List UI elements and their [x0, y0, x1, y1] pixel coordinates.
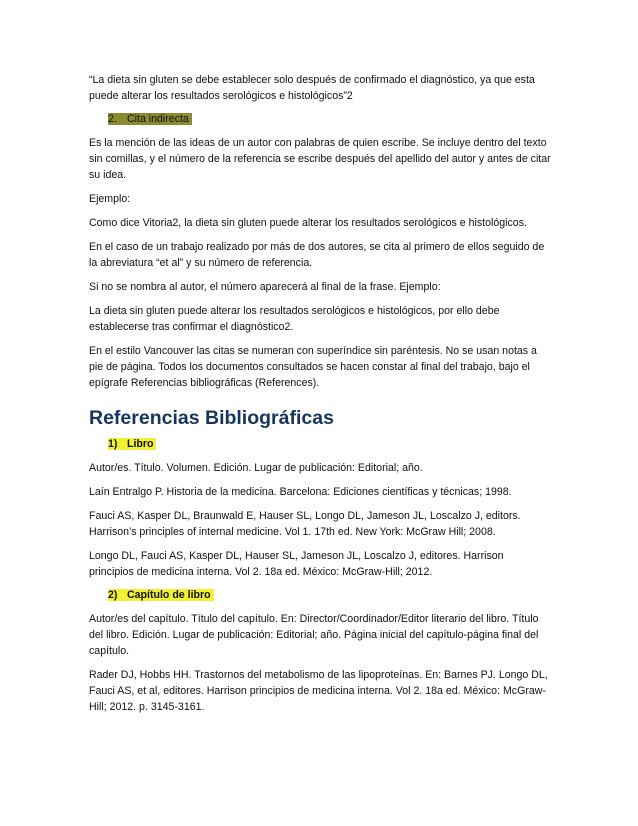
paragraph-et-al: En el caso de un trabajo realizado por más de dos autores, se cita al primero de ellos seguido de la abreviatura “et al” y su número de referencia.: [89, 241, 545, 269]
libro-item: Laín Entralgo P. Historia de la medicina. Barcelona: Ediciones científicas y técnicas; 1998.: [89, 486, 512, 498]
section-cita-indirecta: [108, 112, 551, 126]
quote-paragraph: “La dieta sin gluten se debe establecer solo después de confirmado el diagnóstico, ya que esta puede alterar los resultados serológicos e histológicos”2: [89, 74, 535, 102]
section-libro: [108, 437, 551, 451]
paragraph-ejemplo-label: Ejemplo:: [89, 193, 131, 205]
capitulo-highlight: [108, 589, 214, 601]
section-capitulo: [108, 588, 551, 602]
document-page: [89, 72, 551, 723]
libro-title: Libro: [127, 438, 154, 450]
libro-highlight: [108, 438, 156, 450]
cita-indirecta-highlight: [108, 113, 192, 125]
capitulo-item: Autor/es del capítulo. Título del capítulo. En: Director/Coordinador/Editor literario del libro. Título del libro. Edición. Lugar de publicación: Editorial; año. Página inicial del capítulo-página final del capítulo.: [89, 613, 539, 657]
paragraph-example-vitoria: Como dice Vitoria2, la dieta sin gluten puede alterar los resultados serológicos e histológicos.: [89, 217, 527, 229]
libro-number: 1): [108, 438, 118, 450]
paragraph-example-no-author: La dieta sin gluten puede alterar los resultados serológicos e histológicos, por ello debe establecerse tras confirmar el diagnóstico2.: [89, 305, 500, 333]
paragraph-definition: Es la mención de las ideas de un autor con palabras de quien escribe. Se incluye dentro del texto sin comillas, y el número de la referencia se escribe después del apellido del autor y antes de citar su idea.: [89, 137, 551, 181]
capitulo-title: Capítulo de libro: [127, 589, 211, 601]
libro-item: Longo DL, Fauci AS, Kasper DL, Hauser SL, Jameson JL, Loscalzo J, editores. Harrison principios de medicina interna. Vol 2. 18a ed. México: McGraw-Hill; 2012.: [89, 550, 504, 578]
capitulo-number: 2): [108, 589, 118, 601]
section-title: Cita indirecta: [127, 113, 189, 125]
libro-item: Fauci AS, Kasper DL, Braunwald E, Hauser SL, Longo DL, Jameson JL, Loscalzo J, editors. Harrison’s principles of internal medicine. Vol 1. 17th ed. New York: McGraw Hill; 2008.: [89, 510, 521, 538]
capitulo-item: Rader DJ, Hobbs HH. Trastornos del metabolismo de las lipoproteínas. En: Barnes PJ. Longo DL, Fauci AS, et al, editores. Harrison principios de medicina interna. Vol 2. 18a ed. México: McGraw-Hill; 2012. p. 3145-3161.: [89, 669, 548, 713]
libro-item: Autor/es. Título. Volumen. Edición. Lugar de publicación: Editorial; año.: [89, 462, 423, 474]
paragraph-no-author: Si no se nombra al autor, el número aparecerá al final de la frase. Ejemplo:: [89, 281, 441, 293]
paragraph-vancouver: En el estilo Vancouver las citas se numeran con superíndice sin paréntesis. No se usan notas a pie de página. Todos los documentos consultados se hacen constar al final del trabajo, bajo el epígrafe Referencias bibliográficas (References).: [89, 345, 537, 389]
section-number: 2.: [108, 113, 117, 125]
heading-referencias: Referencias Bibliográficas: [89, 407, 334, 429]
